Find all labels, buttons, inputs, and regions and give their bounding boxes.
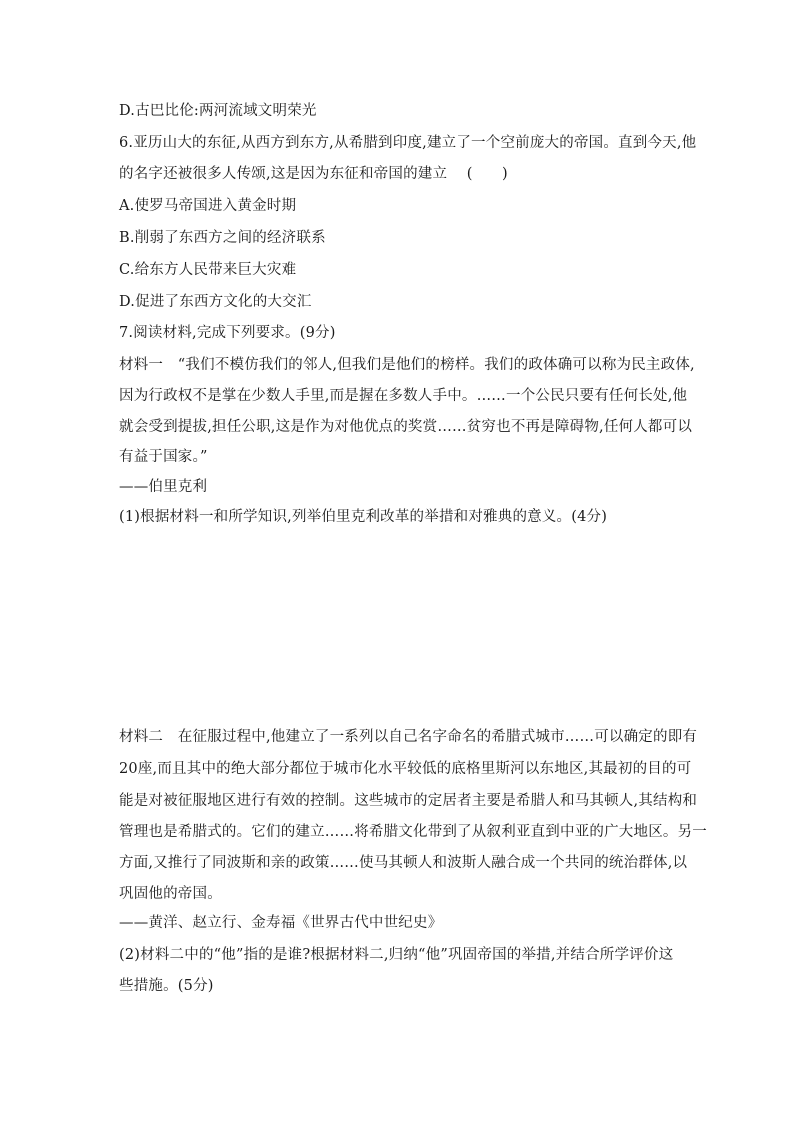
q6-option-c: C.给东方人民带来巨大灾难: [119, 262, 297, 278]
q7-material1-line-4: 有益于国家。”: [119, 449, 208, 465]
q7-material2-line-3: 能是对被征服地区进行有效的控制。这些城市的定居者主要是希腊人和马其顿人,其结构和: [119, 793, 698, 809]
q6-option-a: A.使罗马帝国进入黄金时期: [119, 198, 297, 214]
q7-question-1: (1)根据材料一和所学知识,列举伯里克利改革的举措和对雅典的意义。(4分): [119, 509, 608, 525]
q7-question-2-line-1: (2)材料二中的“他”指的是谁?根据材料二,归纳“他”巩固帝国的举措,并结合所学评价这: [119, 947, 674, 963]
q6-option-d: D.促进了东西方文化的大交汇: [119, 294, 312, 310]
q6-stem-line-1: 6.亚历山大的东征,从西方到东方,从希腊到印度,建立了一个空前庞大的帝国。直到今天,他: [119, 135, 697, 151]
q6-stem-line-2: 的名字还被很多人传颂,这是因为东征和帝国的建立 ( ): [119, 166, 508, 182]
q7-material1-line-1: 材料一 “我们不模仿我们的邻人,但我们是他们的榜样。我们的政体确可以称为民主政体,: [119, 357, 695, 373]
q7-material1-line-3: 就会受到提拔,担任公职,这是作为对他优点的奖赏……贫穷也不再是障碍物,任何人都可以: [119, 419, 693, 435]
q7-material2-line-6: 巩固他的帝国。: [119, 886, 222, 902]
q7-stem: 7.阅读材料,完成下列要求。(9分): [119, 325, 336, 341]
q7-material2-line-5: 方面,又推行了同波斯和亲的政策……使马其顿人和波斯人融合成一个共同的统治群体,以: [119, 855, 688, 871]
q7-material2-line-1: 材料二 在征服过程中,他建立了一系列以自己名字命名的希腊式城市……可以确定的即有: [119, 729, 698, 745]
q7-material2-line-4: 管理也是希腊式的。它们的建立……将希腊文化带到了从叙利亚直到中亚的广大地区。另一: [119, 824, 707, 840]
q7-material1-source: ——伯里克利: [119, 479, 208, 495]
q7-question-2-line-2: 些措施。(5分): [119, 978, 214, 994]
q7-material1-line-2: 因为行政权不是掌在少数人手里,而是握在多数人手中。……一个公民只要有任何长处,他: [119, 388, 688, 404]
q6-option-b: B.削弱了东西方之间的经济联系: [119, 230, 326, 246]
q7-material2-source: ——黄洋、赵立行、金寿福《世界古代中世纪史》: [119, 915, 443, 931]
answer-space-1: [119, 526, 679, 726]
q7-material2-line-2: 20座,而且其中的绝大部分都位于城市化水平较低的底格里斯河以东地区,其最初的目的可: [119, 761, 692, 777]
q5-option-d: D.古巴比伦:两河流域文明荣光: [119, 103, 317, 119]
